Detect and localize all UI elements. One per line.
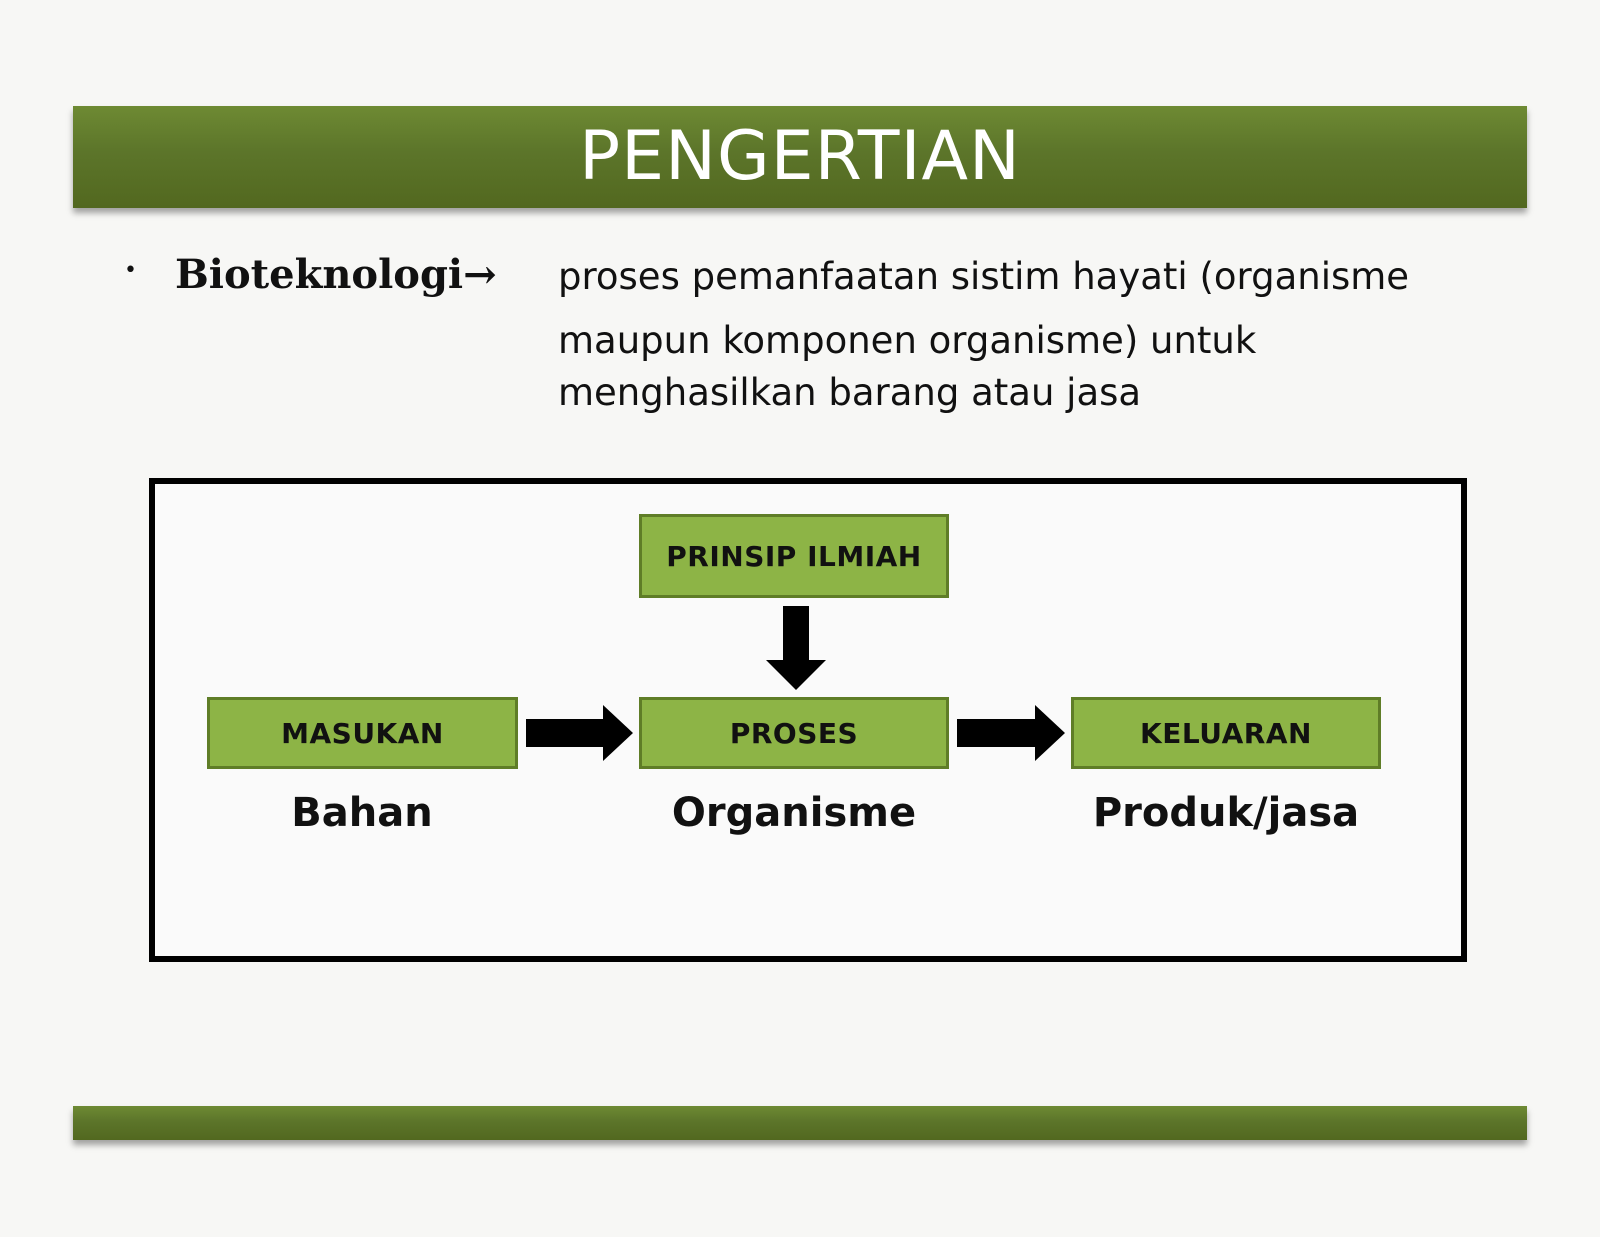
label-produk-jasa: Produk/jasa [1092,790,1360,836]
definition-line-2: maupun komponen organisme) untuk [558,319,1257,362]
arrow-down-icon [766,606,826,690]
box-masukan: MASUKAN [207,697,518,769]
definition-term: Bioteknologi→ [175,251,497,298]
label-organisme: Organisme [671,790,917,836]
definition-line-1: proses pemanfaatan sistim hayati (organisme [558,255,1410,298]
arrow-right-icon [957,705,1065,761]
page-title: PENGERTIAN [579,117,1021,196]
arrow-right-icon [526,705,633,761]
definition-line-3: menghasilkan barang atau jasa [558,371,1142,414]
bullet-marker: • [124,258,137,283]
box-keluaran: KELUARAN [1071,697,1381,769]
label-bahan: Bahan [291,790,433,836]
box-prinsip-ilmiah: PRINSIP ILMIAH [639,514,949,598]
box-proses: PROSES [639,697,949,769]
footer-bar [73,1106,1527,1140]
